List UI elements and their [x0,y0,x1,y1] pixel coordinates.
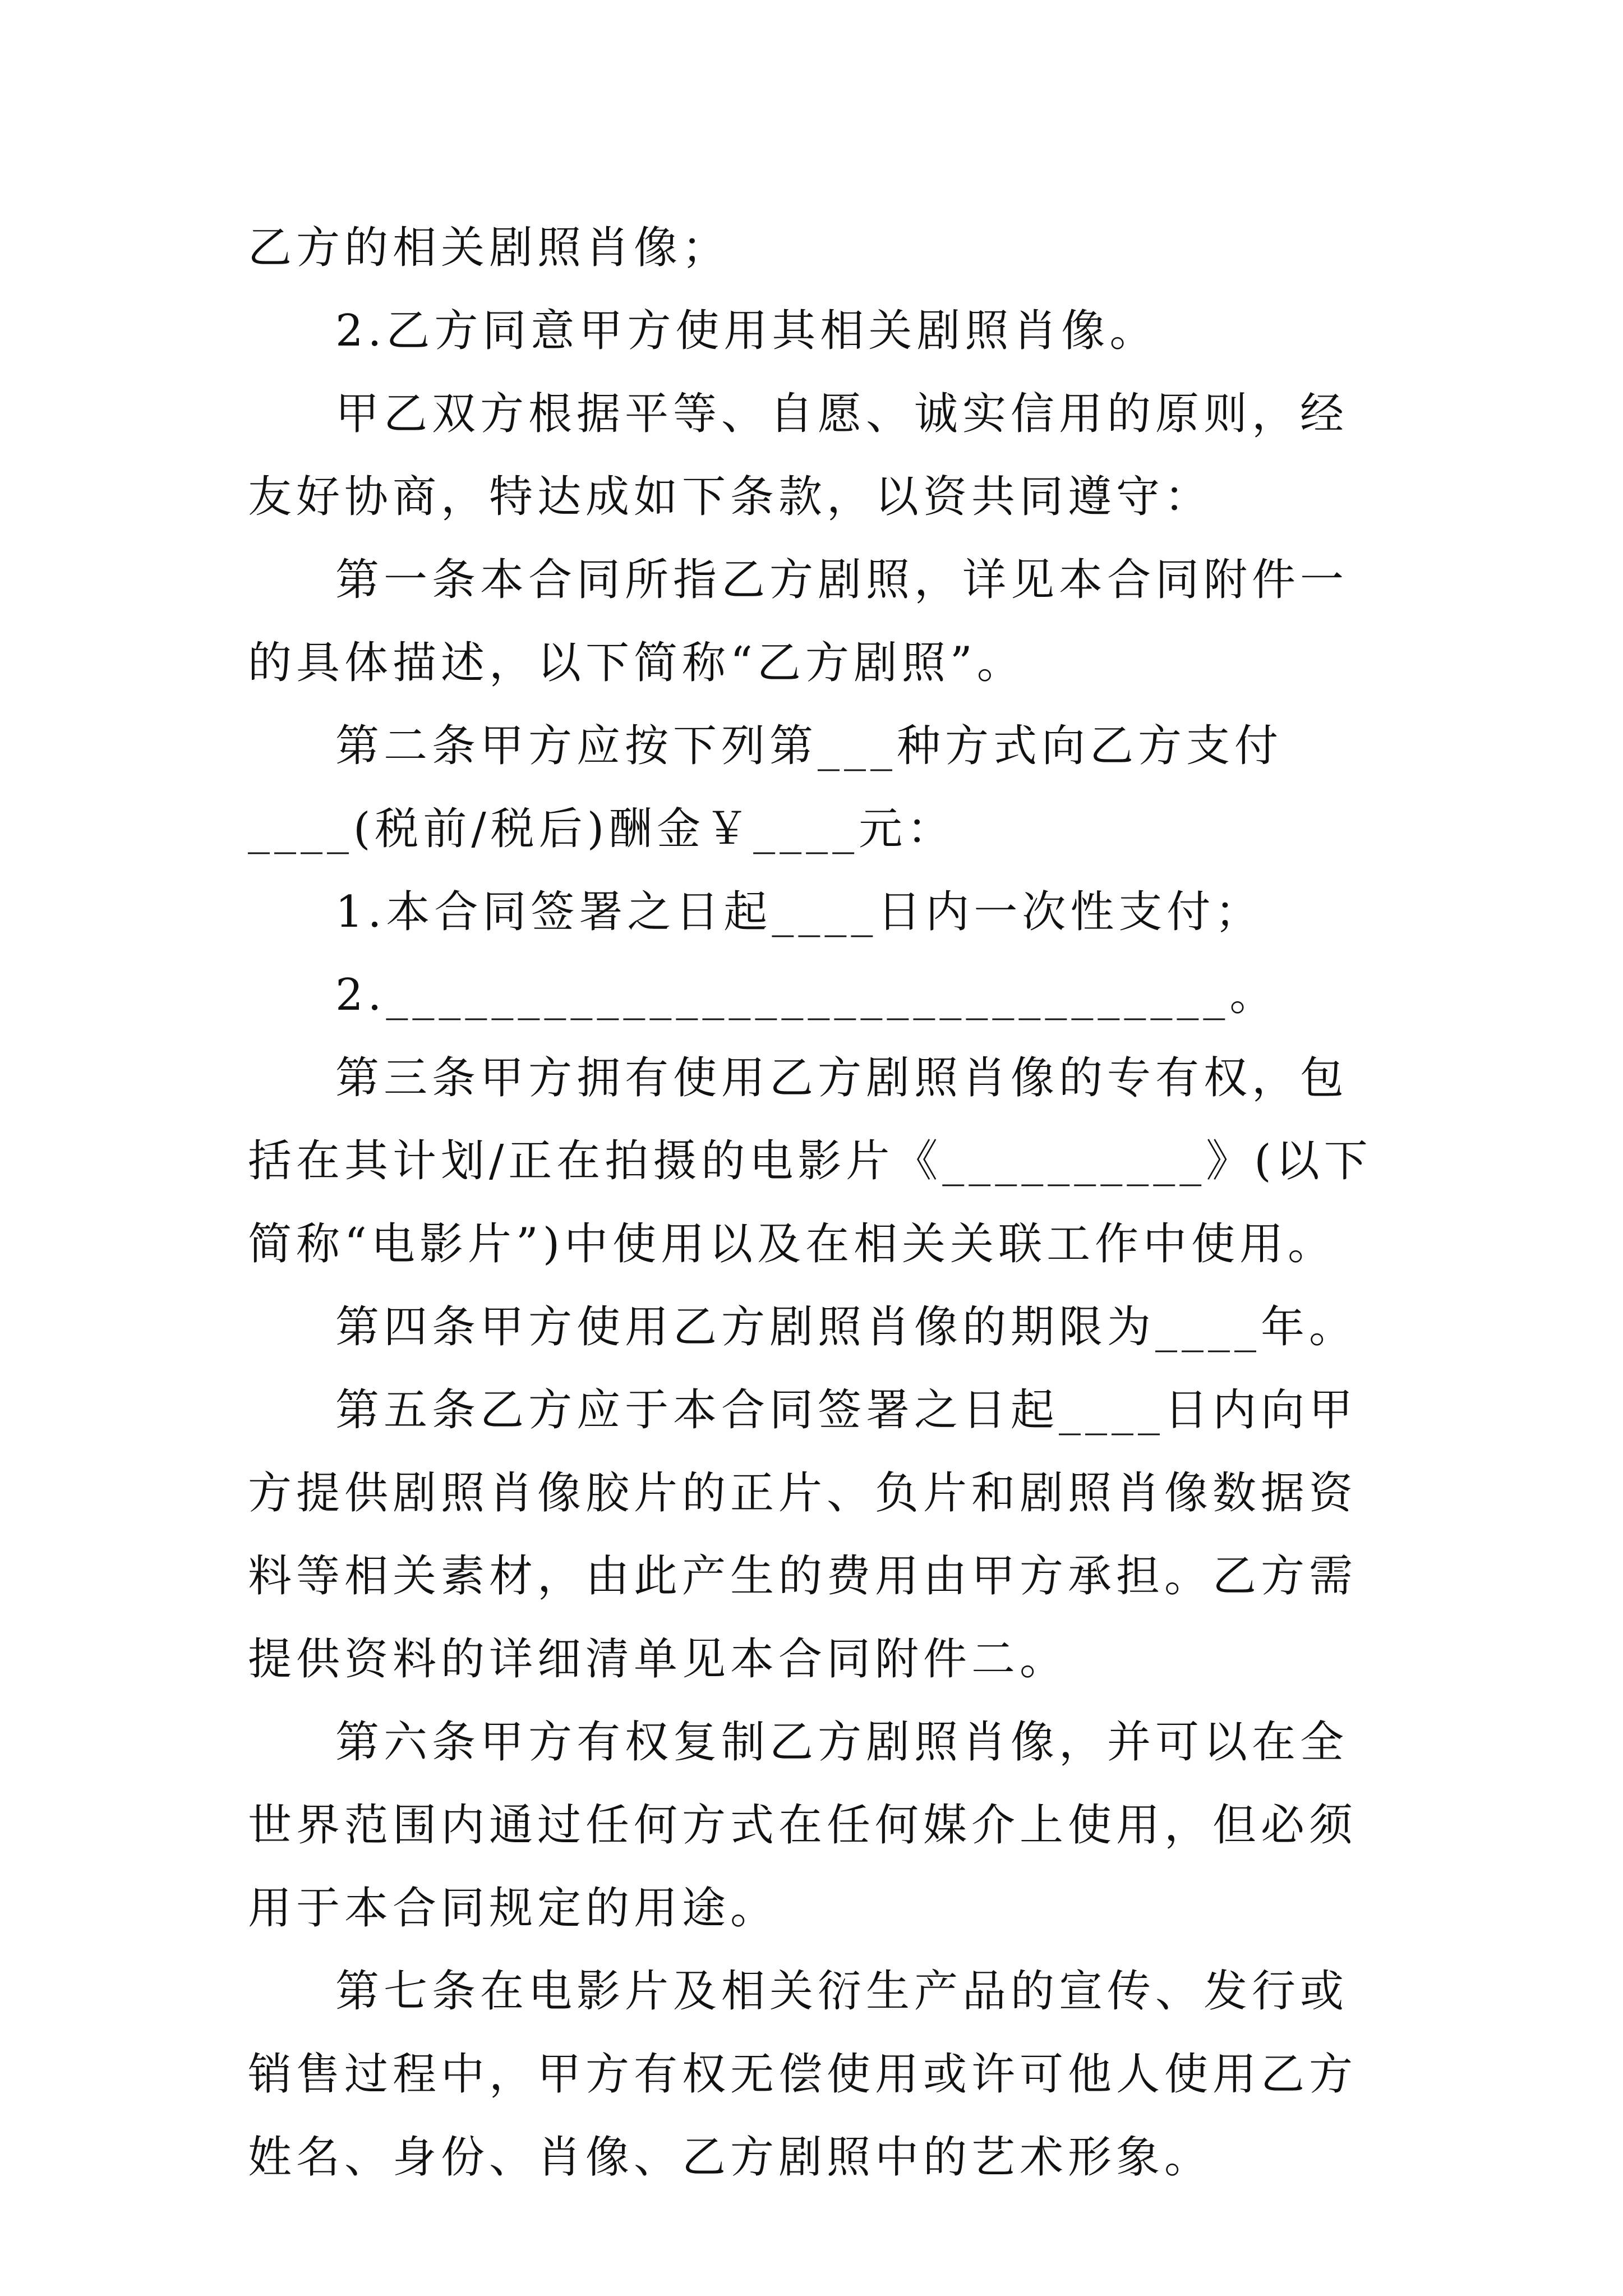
paragraph-continuation: 乙方的相关剧照肖像； [248,223,731,273]
paragraph-article-3: 第三条甲方拥有使用乙方剧照肖像的专有权，包括在其计划/正在拍摄的电影片《__________》(以下简称“电影片”)中使用以及在相关关联工作中使用。 [248,1053,1372,1269]
paragraph-article-4: 第四条甲方使用乙方剧照肖像的期限为____年。 [335,1302,1358,1352]
paragraph-article-1: 第一条本合同所指乙方剧照，详见本合同附件一的具体描述，以下简称“乙方剧照”。 [248,555,1349,688]
paragraph-preamble: 甲乙双方根据平等、自愿、诚实信用的原则，经友好协商，特达成如下条款，以资共同遵守： [248,389,1349,522]
document-body [248,206,1375,2199]
paragraph-article-6: 第六条甲方有权复制乙方剧照肖像，并可以在全世界范围内通过任何方式在任何媒介上使用，但必须用于本合同规定的用途。 [248,1717,1358,1934]
paragraph-payment-option-1: 1.本合同签署之日起____日内一次性支付； [335,887,1264,937]
paragraph-article-7: 第七条在电影片及相关衍生产品的宣传、发行或销售过程中，甲方有权无偿使用或许可他人使用乙方姓名、身份、肖像、乙方剧照中的艺术形象。 [248,1966,1358,2183]
paragraph-payment-option-2: 2.________________________________。 [335,970,1278,1020]
paragraph-item-2: 2.乙方同意甲方使用其相关剧照肖像。 [335,306,1158,356]
paragraph-article-5: 第五条乙方应于本合同签署之日起____日内向甲方提供剧照肖像胶片的正片、负片和剧照肖像数据资料等相关素材，由此产生的费用由甲方承担。乙方需提供资料的详细清单见本合同附件二。 [248,1385,1358,1685]
paragraph-article-2: 第二条甲方应按下列第___种方式向乙方支付____(税前/税后)酬金￥____元： [248,721,1283,854]
